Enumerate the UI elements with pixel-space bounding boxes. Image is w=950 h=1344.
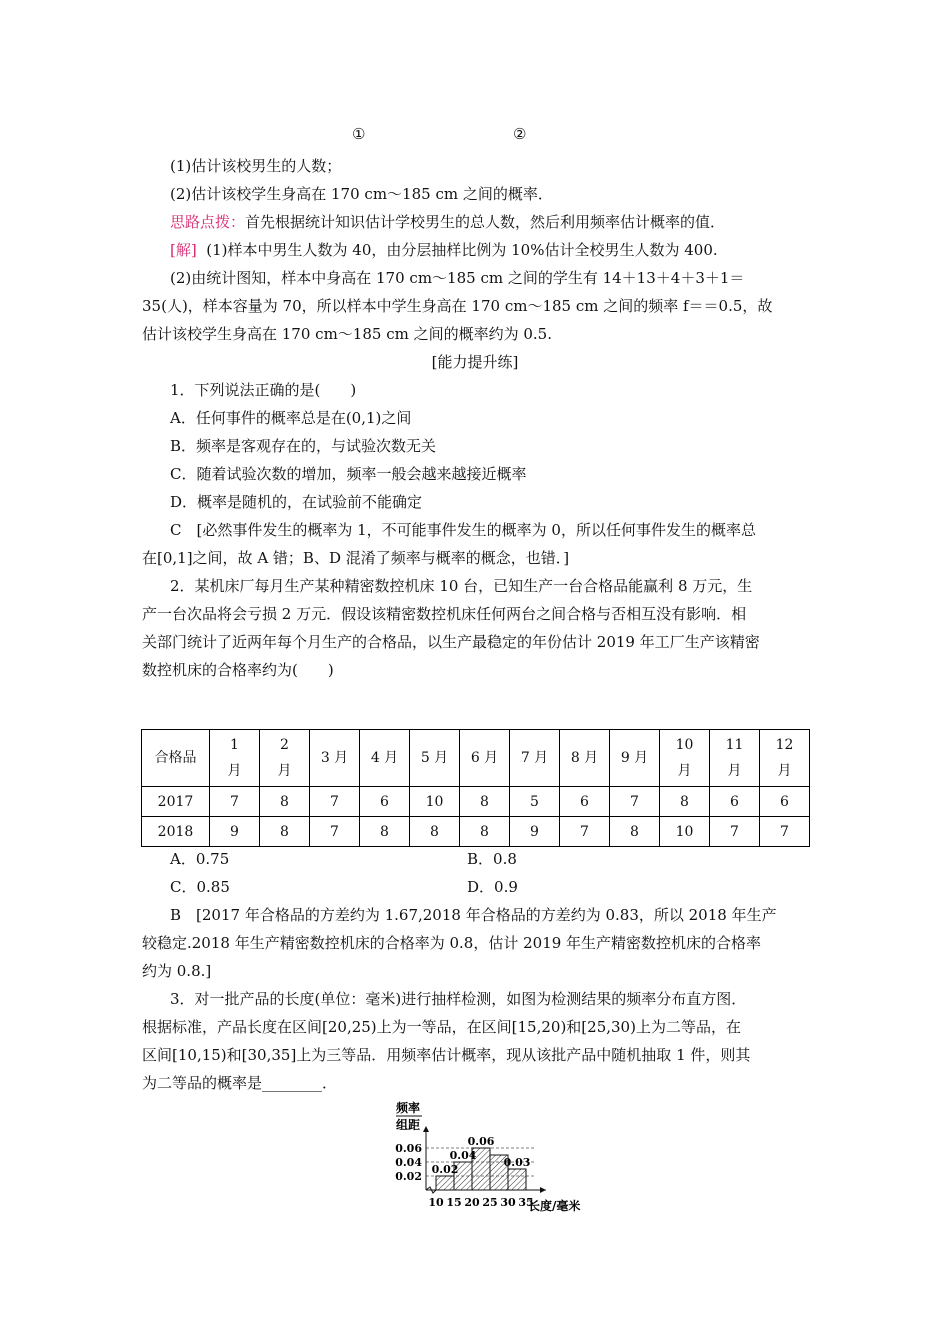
y-tick-label: 0.02 — [395, 1170, 422, 1183]
q1-option-d: D．概率是随机的，在试验前不能确定 — [170, 493, 423, 511]
x-tick-label: 20 — [464, 1196, 480, 1209]
q3-stem-line-1: 3．对一批产品的长度(单位：毫米)进行抽样检测，如图为检测结果的频率分布直方图． — [170, 990, 747, 1008]
q3-stem-line-3: 区间[10,15)和[30,35]上为三等品．用频率估计概率，现从该批产品中随机抽取 1 件，则其 — [142, 1046, 751, 1064]
intro-question-1: (1)估计该校男生的人数； — [170, 157, 342, 175]
value-cell: 7 — [310, 787, 360, 817]
solution-2-line-3: 估计该校学生身高在 170 cm～185 cm 之间的概率约为 0.5. — [142, 325, 552, 343]
q2-option-d: D．0.9 — [467, 878, 518, 896]
y-label-top: 频率 — [396, 1101, 421, 1115]
q2-answer-line-2: 较稳定.2018 年生产精密数控机床的合格率为 0.8，估计 2019 年生产精密数控机床的合格率 — [142, 934, 762, 952]
bar-value-label: 0.06 — [467, 1135, 495, 1148]
value-cell: 8 — [460, 787, 510, 817]
q3-stem-line-2: 根据标准，产品长度在区间[20,25)上为一等品，在区间[15,20)和[25,30)上为二等品，在 — [142, 1018, 741, 1036]
q2-answer-line-3: 约为 0.8.] — [142, 962, 212, 980]
q1-option-c: C．随着试验次数的增加，频率一般会越来越接近概率 — [170, 465, 527, 483]
month-cell-6: 6 月 — [460, 730, 510, 787]
value-cell: 7 — [610, 787, 660, 817]
q3-stem-line-4: 为二等品的概率是________． — [142, 1074, 338, 1092]
month-cell-5: 5 月 — [410, 730, 460, 787]
y-label-bottom: 组距 — [396, 1118, 421, 1132]
bar-value-label: 0.04 — [449, 1149, 477, 1162]
value-cell: 8 — [410, 817, 460, 847]
value-cell: 9 — [510, 817, 560, 847]
value-cell: 7 — [560, 817, 610, 847]
table-row-2017 — [142, 787, 810, 817]
q2-stem-line-3: 关部门统计了近两年每个月生产的合格品，以生产最稳定的年份估计 2019 年工厂生产该精密 — [142, 633, 760, 651]
q2-option-c: C．0.85 — [170, 878, 230, 896]
histogram-bar — [508, 1169, 526, 1190]
intro-question-2: (2)估计该校学生身高在 170 cm～185 cm 之间的概率． — [170, 185, 553, 203]
solution-text-1: (1)样本中男生人数为 40，由分层抽样比例为 10%估计全校男生人数为 400. — [206, 241, 718, 259]
q1-option-b: B．频率是客观存在的，与试验次数无关 — [170, 437, 437, 455]
x-tick-label: 35 — [518, 1196, 534, 1209]
value-cell: 8 — [610, 817, 660, 847]
section-title: [能力提升练] — [431, 353, 519, 371]
q2-stem-line-2: 产一台次品将会亏损 2 万元．假设该精密数控机床任何两台之间合格与否相互没有影响．相 — [142, 605, 747, 623]
x-tick-label: 25 — [482, 1196, 498, 1209]
q1-answer-line-2: 在[0,1]之间，故 A 错；B、D 混淆了频率与概率的概念，也错．] — [142, 549, 570, 567]
q2-option-b: B．0.8 — [467, 850, 517, 868]
x-axis-label: 长度/毫米 — [528, 1199, 581, 1213]
month-cell-12: 12 月 — [760, 730, 810, 787]
year-cell: 2017 — [142, 787, 210, 817]
y-tick-label: 0.04 — [395, 1156, 422, 1169]
histogram-bar — [436, 1176, 454, 1190]
month-cell-3: 3 月 — [310, 730, 360, 787]
bar-value-label: 0.03 — [503, 1156, 531, 1169]
value-cell: 7 — [760, 817, 810, 847]
q1-stem: 1．下列说法正确的是( ) — [170, 381, 357, 399]
q2-stem-line-4: 数控机床的合格率约为( ) — [142, 661, 334, 679]
value-cell: 7 — [210, 787, 260, 817]
hint-label: 思路点拨： — [170, 213, 246, 231]
value-cell: 5 — [510, 787, 560, 817]
q2-answer-line-1: B [2017 年合格品的方差约为 1.67,2018 年合格品的方差约为 0.83，所以 2018 年生产 — [170, 906, 777, 924]
value-cell: 8 — [660, 787, 710, 817]
figure-label-2: ② — [513, 125, 527, 143]
qualified-products-table — [141, 729, 810, 847]
q2-option-a: A．0.75 — [170, 850, 230, 868]
value-cell: 8 — [360, 817, 410, 847]
value-cell: 6 — [710, 787, 760, 817]
hint-text: 首先根据统计知识估计学校男生的总人数，然后利用频率估计概率的值． — [245, 213, 726, 231]
month-cell-2: 2 月 — [260, 730, 310, 787]
value-cell: 6 — [360, 787, 410, 817]
value-cell: 8 — [260, 787, 310, 817]
year-cell: 2018 — [142, 817, 210, 847]
month-cell-11: 11 月 — [710, 730, 760, 787]
solution-label: [解] — [170, 241, 197, 259]
q1-answer-line-1: C [必然事件发生的概率为 1，不可能事件发生的概率为 0，所以任何事件发生的概率总 — [170, 521, 756, 539]
month-cell-1: 1 月 — [210, 730, 260, 787]
x-tick-label: 10 — [428, 1196, 444, 1209]
solution-line-1 — [170, 240, 718, 260]
solution-2-line-1: (2)由统计图知，样本中身高在 170 cm～185 cm 之间的学生有 14＋13＋4＋3＋1＝ — [170, 269, 745, 287]
month-cell-7: 7 月 — [510, 730, 560, 787]
table-row-2018 — [142, 817, 810, 847]
value-cell: 9 — [210, 817, 260, 847]
month-cell-4: 4 月 — [360, 730, 410, 787]
table-corner-cell: 合格品 — [142, 730, 210, 787]
value-cell: 6 — [560, 787, 610, 817]
value-cell: 6 — [760, 787, 810, 817]
bar-value-label: 0.02 — [431, 1163, 459, 1176]
figure-label-1: ① — [352, 125, 366, 143]
y-axis-arrow — [423, 1126, 429, 1132]
x-tick-label: 30 — [500, 1196, 516, 1209]
hint-line — [170, 212, 725, 232]
value-cell: 8 — [460, 817, 510, 847]
month-cell-8: 8 月 — [560, 730, 610, 787]
value-cell: 10 — [660, 817, 710, 847]
frequency-histogram — [360, 1098, 600, 1218]
x-tick-label: 15 — [446, 1196, 462, 1209]
x-axis-arrow — [540, 1187, 546, 1193]
month-cell-10: 10 月 — [660, 730, 710, 787]
month-cell-9: 9 月 — [610, 730, 660, 787]
y-tick-label: 0.06 — [395, 1142, 422, 1155]
value-cell: 7 — [710, 817, 760, 847]
value-cell: 8 — [260, 817, 310, 847]
solution-2-line-2: 35(人)，样本容量为 70，所以样本中学生身高在 170 cm～185 cm 之间的频率 f＝＝0.5，故 — [142, 297, 773, 315]
q2-stem-line-1: 2．某机床厂每月生产某种精密数控机床 10 台，已知生产一台合格品能赢利 8 万元，生 — [170, 577, 753, 595]
value-cell: 7 — [310, 817, 360, 847]
q1-option-a: A．任何事件的概率总是在(0,1)之间 — [170, 409, 412, 427]
table-header-row — [142, 730, 810, 787]
value-cell: 10 — [410, 787, 460, 817]
